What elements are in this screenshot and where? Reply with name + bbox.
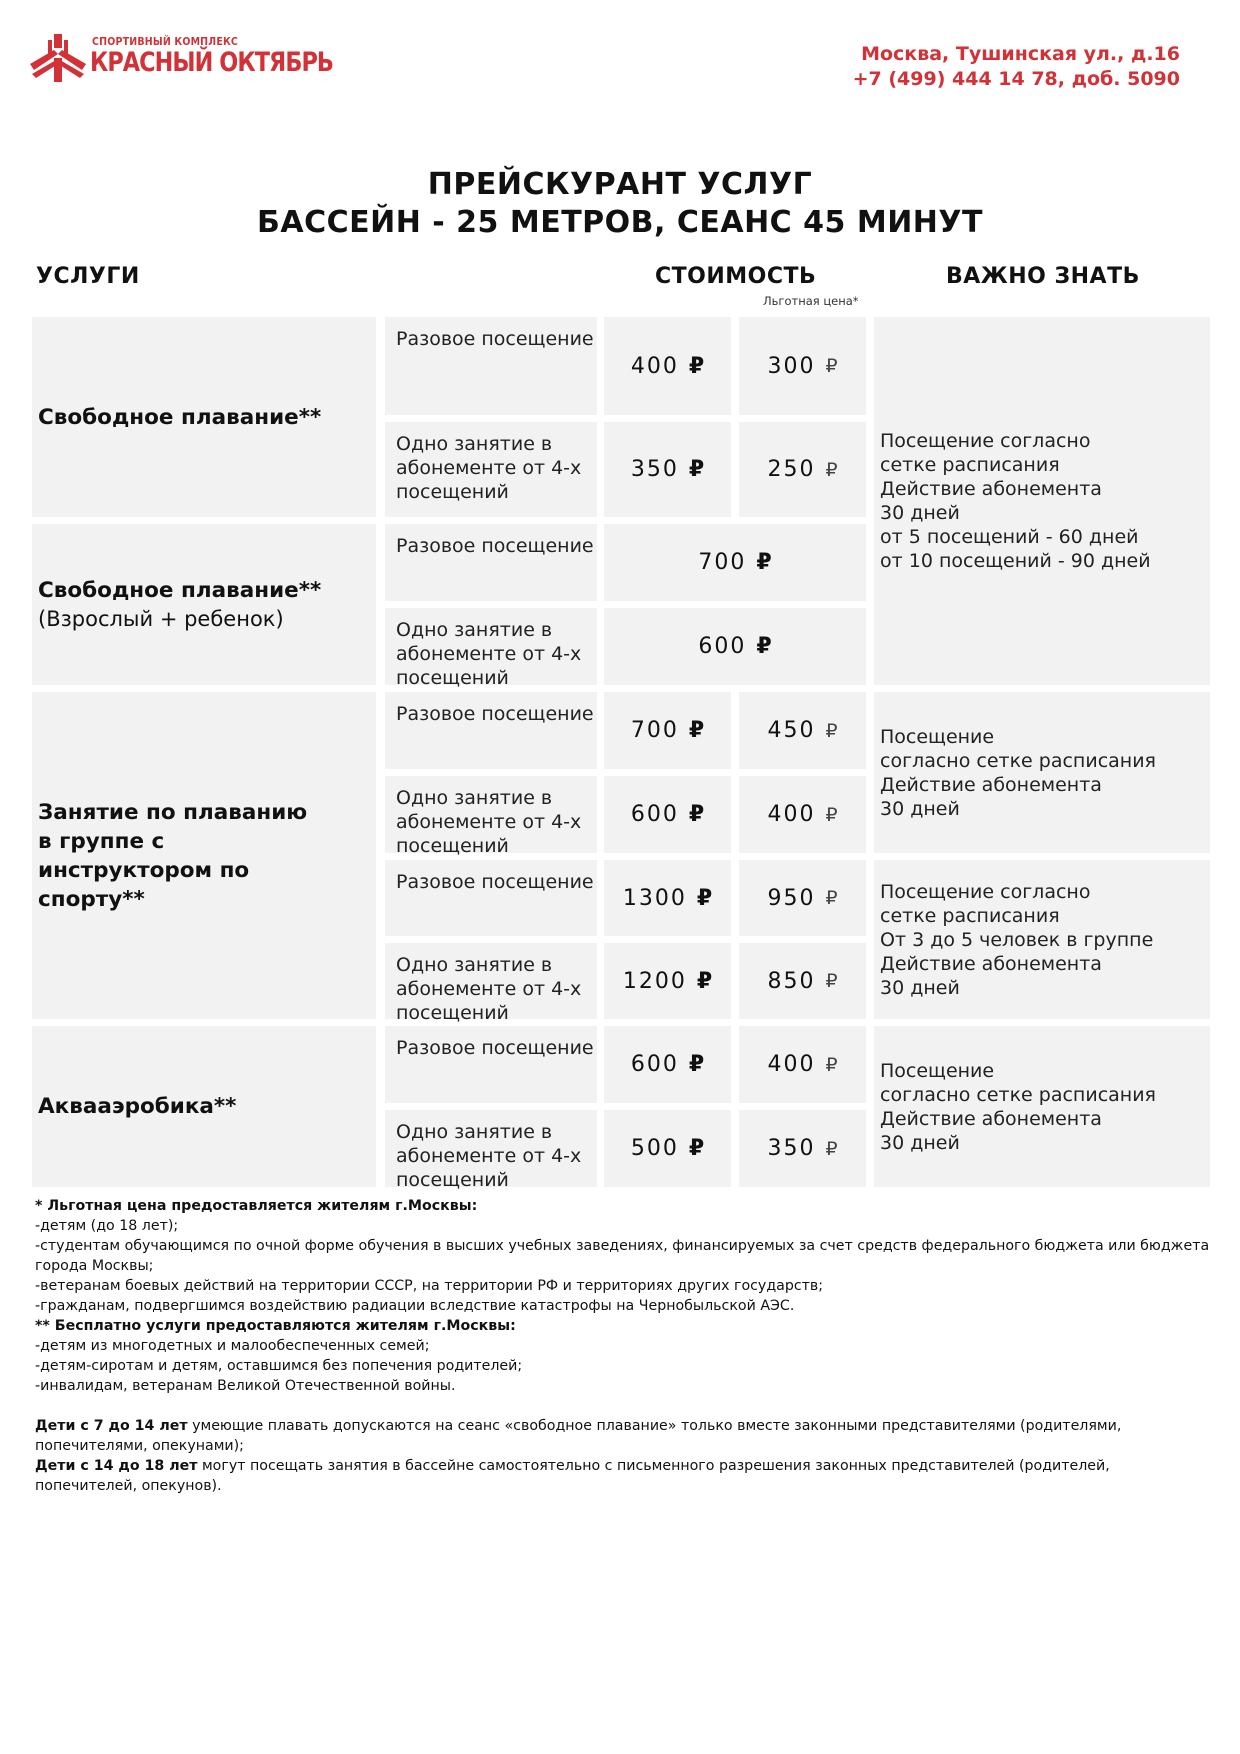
discount-note-title: * Льготная цена предоставляется жителям г.Москвы: <box>35 1198 478 1214</box>
discount-price-value: 350 <box>767 1136 816 1161</box>
ruble-icon: ₽ <box>688 457 705 482</box>
footnotes <box>35 1196 1215 1496</box>
ruble-icon: ₽ <box>756 550 772 575</box>
ruble-icon: ₽ <box>825 887 838 909</box>
ruble-icon: ₽ <box>696 968 713 994</box>
discount-price-cell <box>739 1026 866 1103</box>
service-title: Занятие по плаванию в группе с инструктором по спорту** <box>38 799 308 912</box>
ruble-icon: ₽ <box>825 1137 838 1160</box>
ruble-icon: ₽ <box>696 885 713 911</box>
ruble-icon: ₽ <box>756 634 772 659</box>
info-line: Посещение <box>880 1059 995 1082</box>
ruble-icon: ₽ <box>825 355 838 377</box>
discount-price-note: Льготная цена* <box>763 294 859 308</box>
ruble-icon: ₽ <box>688 802 705 827</box>
price-cell <box>604 943 731 1019</box>
service-free-swim <box>32 317 376 517</box>
kids-14-18-text: могут посещать занятия в бассейне самостоятельно с письменного разрешения законных представителей (родителей, попечителей, опекунов). <box>35 1458 1110 1494</box>
visit-type: Разовое посещение <box>385 524 597 601</box>
ruble-icon: ₽ <box>825 719 838 742</box>
free-note-item: -инвалидам, ветеранам Великой Отечественной войны. <box>35 1378 456 1394</box>
ruble-icon: ₽ <box>688 1136 705 1161</box>
ruble-icon: ₽ <box>825 458 838 481</box>
info-line: Действие абонемента <box>880 773 1102 796</box>
info-line: согласно сетке расписания <box>880 749 1156 772</box>
info-line: 30 дней <box>880 797 960 820</box>
kids-14-18-note <box>35 1456 1215 1496</box>
discount-price-value: 950 <box>767 885 816 911</box>
price-value: 1200 <box>622 968 687 994</box>
service-title: Свободное плавание** <box>38 404 322 430</box>
price-value: 600 <box>630 1052 679 1077</box>
price-cell <box>604 1026 731 1103</box>
discount-note-item: -ветеранам боевых действий на территории СССР, на территории РФ и территориях других государств; <box>35 1278 824 1294</box>
price-cell <box>604 317 731 415</box>
price-value: 600 <box>698 634 747 659</box>
ruble-icon: ₽ <box>688 353 705 379</box>
price-value: 700 <box>630 718 679 743</box>
discount-price-value: 400 <box>767 802 816 827</box>
header-important: ВАЖНО ЗНАТЬ <box>946 264 1140 289</box>
info-line: Действие абонемента <box>880 952 1102 975</box>
discount-price-cell <box>739 317 866 415</box>
kids-7-14-text: умеющие плавать допускаются на сеанс «свободное плавание» только вместе законными представителями (родителями, попечителями, опекунами); <box>35 1418 1122 1454</box>
visit-type: Одно занятие в абонементе от 4-х посещений <box>385 608 597 685</box>
info-line: Действие абонемента <box>880 1107 1102 1130</box>
price-value: 350 <box>630 457 679 482</box>
info-line: сетке расписания <box>880 904 1060 927</box>
free-note-title: ** Бесплатно услуги предоставляются жителям г.Москвы: <box>35 1318 516 1334</box>
logo-name: КРАСНЫЙ ОКТЯБРЬ <box>90 47 334 78</box>
price-cell <box>604 422 731 517</box>
address: Москва, Тушинская ул., д.16 <box>861 43 1180 65</box>
discount-note-item: -гражданам, подвергшимся воздействию радиации вследствие катастрофы на Чернобыльской АЭС. <box>35 1298 795 1314</box>
price-value: 400 <box>630 353 679 379</box>
visit-type: Одно занятие в абонементе от 4-х посещений <box>385 422 597 517</box>
red-stripes-logo-icon <box>30 34 86 84</box>
price-cell <box>604 524 866 601</box>
price-value: 500 <box>630 1136 679 1161</box>
discount-price-cell <box>739 692 866 769</box>
price-cell <box>604 1110 731 1187</box>
price-cell <box>604 608 866 685</box>
info-line: согласно сетке расписания <box>880 1083 1156 1106</box>
important-info <box>874 317 1210 685</box>
price-cell <box>604 860 731 936</box>
discount-note-item: -студентам обучающимся по очной форме обучения в высших учебных заведениях, финансируемых за счет средств федерального бюджета или бюджета города Москвы; <box>35 1238 1210 1274</box>
visit-type: Разовое посещение <box>385 692 597 769</box>
info-line: от 5 посещений - 60 дней <box>880 526 1139 548</box>
logo-subtitle: СПОРТИВНЫЙ КОМПЛЕКС <box>92 36 239 48</box>
kids-7-14-label: Дети с 7 до 14 лет <box>35 1418 188 1434</box>
kids-7-14-note <box>35 1416 1215 1456</box>
title-line-2: БАССЕЙН - 25 МЕТРОВ, СЕАНС 45 МИНУТ <box>256 205 983 240</box>
info-line: Действие абонемента <box>880 478 1102 500</box>
discount-price-cell <box>739 943 866 1019</box>
discount-price-cell <box>739 1110 866 1187</box>
discount-price-value: 450 <box>767 718 816 743</box>
service-title: Свободное плавание** <box>38 577 322 603</box>
discount-price-cell <box>739 776 866 853</box>
info-line: от 10 посещений - 90 дней <box>880 550 1151 572</box>
service-free-swim-family <box>32 524 376 685</box>
ruble-icon: ₽ <box>825 970 838 992</box>
info-line: Посещение согласно <box>880 880 1091 903</box>
important-info <box>874 860 1210 1019</box>
price-cell <box>604 692 731 769</box>
visit-type: Разовое посещение <box>385 1026 597 1103</box>
info-line: 30 дней <box>880 1131 960 1154</box>
discount-price-cell <box>739 860 866 936</box>
important-info <box>874 692 1210 853</box>
title-line-1: ПРЕЙСКУРАНТ УСЛУГ <box>427 167 813 202</box>
price-cell <box>604 776 731 853</box>
kids-14-18-label: Дети с 14 до 18 лет <box>35 1458 198 1474</box>
service-aqua-aerobics <box>32 1026 376 1187</box>
ruble-icon: ₽ <box>825 1053 838 1076</box>
free-note-item: -детям из многодетных и малообеспеченных семей; <box>35 1338 430 1354</box>
info-line: 30 дней <box>880 502 960 524</box>
visit-type: Одно занятие в абонементе от 4-х посещений <box>385 776 597 853</box>
free-note-item: -детям-сиротам и детям, оставшимся без попечения родителей; <box>35 1358 523 1374</box>
discount-price-cell <box>739 422 866 517</box>
discount-price-value: 400 <box>767 1052 816 1077</box>
page-title <box>0 166 1240 242</box>
header-cost: СТОИМОСТЬ <box>655 264 817 289</box>
service-title: Аквааэробика** <box>38 1094 237 1119</box>
discount-price-value: 850 <box>767 968 816 994</box>
visit-type: Одно занятие в абонементе от 4-х посещений <box>385 1110 597 1187</box>
price-value: 700 <box>698 550 747 575</box>
info-line: Посещение согласно <box>880 430 1091 452</box>
info-line: От 3 до 5 человек в группе <box>880 928 1154 951</box>
discount-price-value: 300 <box>767 353 816 379</box>
info-line: 30 дней <box>880 976 960 999</box>
ruble-icon: ₽ <box>688 718 705 743</box>
info-line: Посещение <box>880 725 995 748</box>
ruble-icon: ₽ <box>688 1052 705 1077</box>
visit-type: Разовое посещение <box>385 317 597 415</box>
price-value: 600 <box>630 802 679 827</box>
important-info <box>874 1026 1210 1187</box>
discount-note-item: -детям (до 18 лет); <box>35 1218 179 1234</box>
logo <box>30 34 360 90</box>
price-value: 1300 <box>622 885 687 911</box>
phone: +7 (499) 444 14 78, доб. 5090 <box>852 68 1180 90</box>
ruble-icon: ₽ <box>825 803 838 826</box>
header-services: УСЛУГИ <box>36 264 140 289</box>
service-subtitle: (Взрослый + ребенок) <box>38 606 284 631</box>
service-group-lesson <box>32 692 376 1019</box>
visit-type: Разовое посещение <box>385 860 597 936</box>
info-line: сетке расписания <box>880 454 1060 476</box>
discount-price-value: 250 <box>767 457 816 482</box>
visit-type: Одно занятие в абонементе от 4-х посещений <box>385 943 597 1019</box>
contact-block <box>853 42 1180 92</box>
